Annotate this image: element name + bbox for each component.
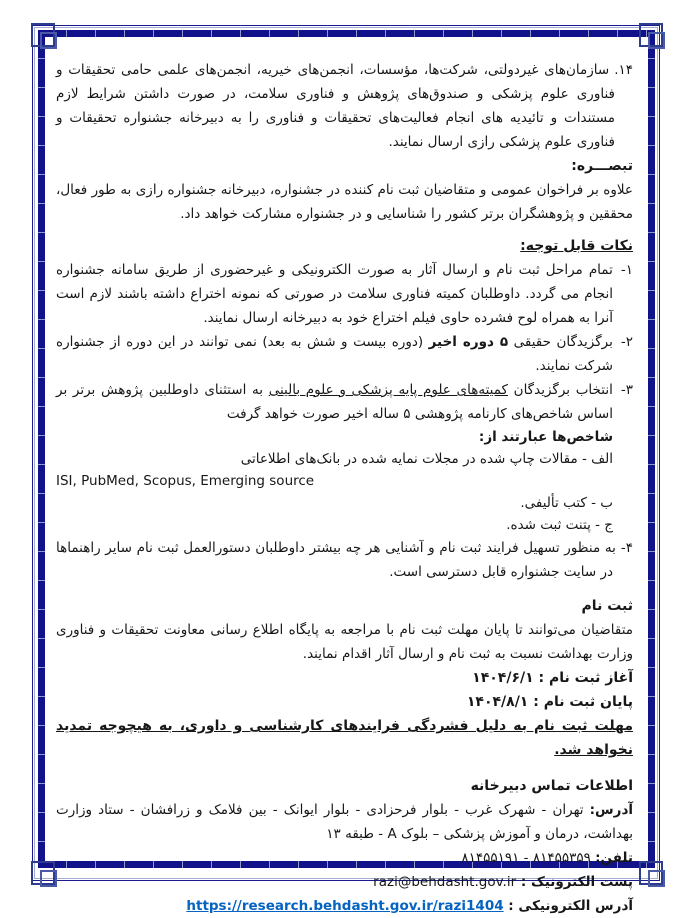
contact-address-line [56,798,633,846]
registration-end-line [56,690,633,714]
list-number: ۴- [620,540,633,556]
registration-heading: ثبت نام [581,598,633,614]
notable-item-2-post: (دوره بیست و شش به بعد) نمی توانند در این دوره از جشنواره شرکت نمایند. [56,334,613,374]
notable-item-1-text: تمام مراحل ثبت نام و ارسال آثار به صورت الکترونیکی و غیرحضوری از طریق سامانه جشنواره انجام می گردد. داوطلبان کمیته فناوری سلامت در صورتی که نمونه اختراع داشته باشند لازم است آنرا به همراه لوح فشرده حاوی فیلم اختراع خود به دبیرخانه ارسال نمایند. [56,262,613,326]
contact-email-line [56,870,633,894]
item-14-text: سازمان‌های غیردولتی، شرکت‌ها، مؤسسات، انجمن‌های خیریه، انجمن‌های علمی حامی تحقیقات و فناوری علوم پزشکی و صندوق‌های پژوهش و فناوری سلامت، در صورت داشتن شرایط لازم مستندات و تائیدیه های انجام فعالیت‌های تحقیقات و فناوری را به دبیرخانه جشنواره تحقیقات و فناوری علوم پزشکی رازی ارسال نمایند. [56,62,615,150]
border-corner-ornament [40,870,57,887]
indicator-databases: ISI, PubMed, Scopus, Emerging source [56,473,315,489]
email-value: razi@behdasht.gov.ir [373,874,517,890]
document-body [56,58,633,918]
notable-item-2 [56,330,633,378]
list-number: ۳- [620,382,633,398]
list-number: ۱- [620,262,633,278]
website-link[interactable]: https://research.behdasht.gov.ir/razi1404 [186,898,504,914]
indicator-b: ب - کتب تألیفی. [520,495,613,511]
notable-item-3-pre: انتخاب برگزیدگان [507,382,613,398]
registration-start-line [56,666,633,690]
list-number: ۲- [620,334,633,350]
notable-item-3-underlined: کمیته‌های علوم پایه پزشکی و علوم بالینی [268,382,508,398]
notable-item-3-post: به استثنای داوطلبین پژوهش برتر بر اساس شاخص‌های کارنامه پژوهشی ۵ ساله اخیر صورت خواهد گرفت [56,382,613,422]
address-label: آدرس: [589,802,633,818]
registration-end-label: پایان ثبت نام : [528,694,633,710]
border-corner-ornament [648,870,665,887]
contact-phone-line [56,846,633,870]
registration-end-date: ۱۴۰۴/۸/۱ [466,694,529,710]
page-border-top-bar [38,30,655,37]
indicator-c: ج - پتنت ثبت شده. [506,517,613,533]
phone-label: تلفن: [595,850,633,866]
notable-points-heading: نکات قابل توجه: [520,238,633,254]
notable-item-4 [56,536,633,584]
registration-paragraph: متقاضیان می‌توانند تا پایان مهلت ثبت نام با مراجعه به پایگاه اطلاع رسانی معاونت تحقیقات و فناوری وزارت بهداشت نسبت به ثبت نام و ارسال آثار اقدام نمایند. [56,622,633,662]
notable-item-3 [56,378,633,426]
paragraph-item-14 [56,58,633,154]
note-paragraph: علاوه بر فراخوان عمومی و متقاضیان ثبت نام کننده در جشنواره، دبیرخانه جشنواره رازی به طور فعال، محققین و پژوهشگران برتر کشور را شناسایی و در جشنواره مشارکت خواهد داد. [56,182,633,222]
notable-item-2-bold: ۵ دوره اخیر [428,334,509,350]
email-label: پست الکترونیک : [516,874,633,890]
website-label: آدرس الکترونیکی : [503,898,633,914]
page-border-right-bar [648,30,655,868]
notable-item-1 [56,258,633,330]
contact-heading: اطلاعات تماس دبیرخانه [470,778,633,794]
address-value: تهران - شهرک غرب - بلوار فرحزادی - بلوار ایوانک - بین فلامک و زرافشان - ستاد وزارت بهداشت، درمان و آموزش پزشکی – بلوک A - طبقه ۱۳ [56,802,633,842]
phone-value: ۸۱۴۵۵۳۵۹ - ۸۱۴۵۵۱۹۱ [461,850,596,866]
indicator-a: الف - مقالات چاپ شده در مجلات نمایه شده در بانک‌های اطلاعاتی [240,451,613,467]
note-heading: تبصـــره: [571,158,633,174]
list-number: ۱۴. [614,62,633,78]
registration-start-label: آغاز ثبت نام : [533,670,633,686]
registration-start-date: ۱۴۰۴/۶/۱ [472,670,534,686]
registration-deadline-note: مهلت ثبت نام به دلیل فشردگی فرایندهای کارشناسی و داوری، به هیچوجه تمدید نخواهد شد. [56,718,633,758]
indicators-heading: شاخص‌ها عبارتند از: [478,429,613,445]
notable-item-2-pre: برگزیدگان حقیقی [508,334,613,350]
notable-item-4-text: به منظور تسهیل فرایند ثبت نام و آشنایی هر چه بیشتر داوطلبان دستورالعمل ثبت نام سایر راهنماها در سایت جشنواره قابل دسترسی است. [56,540,616,580]
page-border-left-bar [38,30,45,868]
